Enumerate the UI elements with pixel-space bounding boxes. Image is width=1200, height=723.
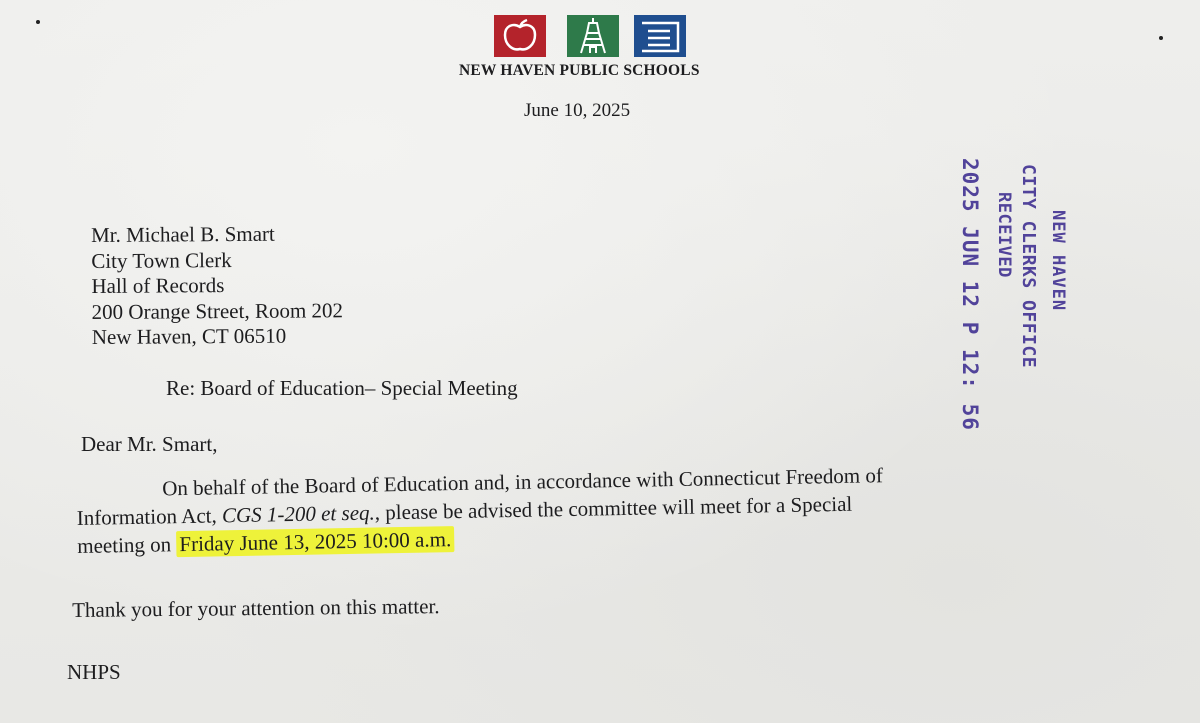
received-stamp <box>958 150 1112 431</box>
statute-citation: CGS 1-200 et seq. <box>221 500 375 528</box>
signature: NHPS <box>67 660 121 684</box>
subject-line: Re: Board of Education– Special Meeting <box>166 376 518 400</box>
body-text: meeting on <box>77 532 177 558</box>
book-icon <box>634 15 686 57</box>
recipient-name: Mr. Michael B. Smart <box>91 221 275 247</box>
letterhead-logo <box>494 15 690 57</box>
ink-mark <box>1159 36 1163 40</box>
letter-date: June 10, 2025 <box>524 100 631 121</box>
tower-icon <box>567 15 619 57</box>
recipient-title: City Town Clerk <box>91 247 232 273</box>
stamp-line: RECEIVED <box>994 192 1014 278</box>
highlighted-meeting-date: Friday June 13, 2025 10:00 a.m. <box>176 526 454 557</box>
body-line: On behalf of the Board of Education and, in accordance with Connecticut Freedom of <box>162 463 884 501</box>
ink-mark <box>36 20 40 24</box>
body-text: , please be advised the committee will meet for a Special <box>374 491 853 525</box>
recipient-address <box>91 221 343 350</box>
apple-icon <box>494 15 546 57</box>
salutation: Dear Mr. Smart, <box>81 432 218 456</box>
recipient-street: 200 Orange Street, Room 202 <box>91 297 344 324</box>
recipient-office: Hall of Records <box>91 273 225 298</box>
stamp-line: CITY CLERKS OFFICE <box>1018 164 1039 369</box>
body-paragraph <box>76 457 1097 560</box>
recipient-city: New Haven, CT 06510 <box>91 323 287 349</box>
letterhead-org-name: NEW HAVEN PUBLIC SCHOOLS <box>459 62 700 79</box>
closing-line: Thank you for your attention on this matter. <box>72 594 440 622</box>
body-text: Information Act, <box>76 503 223 530</box>
stamp-timestamp: 2025 JUN 12 P 12: 56 <box>958 158 982 431</box>
stamp-line: NEW HAVEN <box>1048 210 1068 312</box>
